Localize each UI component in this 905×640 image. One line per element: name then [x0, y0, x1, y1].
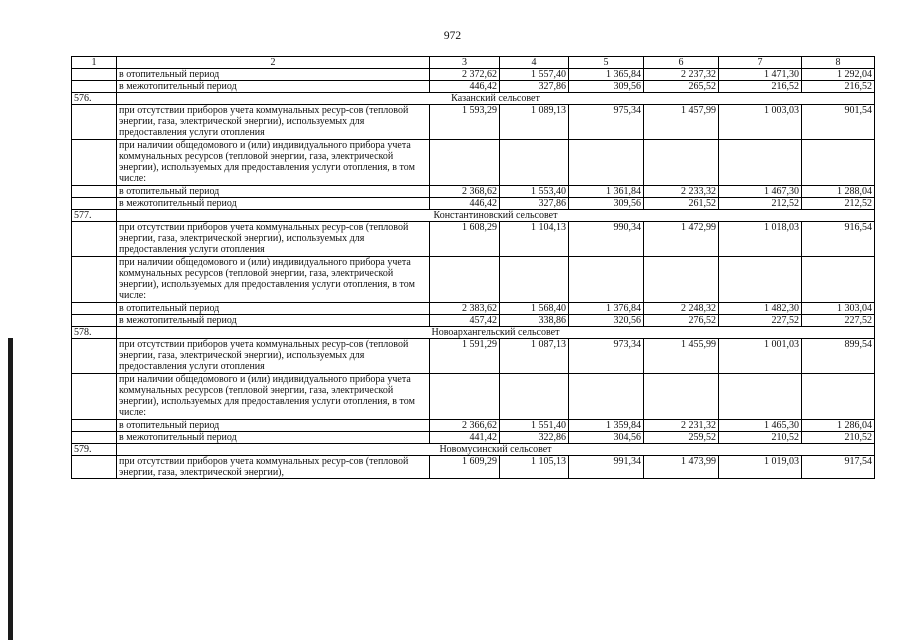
value-cell: 1 365,84: [569, 69, 644, 81]
table-row: [72, 257, 875, 303]
value-cell: 2 237,32: [644, 69, 719, 81]
value-cell: 261,52: [644, 198, 719, 210]
column-header: 8: [802, 57, 875, 69]
page-number: 972: [443, 30, 462, 42]
value-cell: 265,52: [644, 81, 719, 93]
value-cell: 1 457,99: [644, 105, 719, 140]
value-cell: 990,34: [569, 222, 644, 257]
value-cell: 227,52: [719, 315, 802, 327]
value-cell: 917,54: [802, 456, 875, 479]
value-cell: 1 089,13: [500, 105, 569, 140]
value-cell: 446,42: [430, 198, 500, 210]
value-cell: 1 609,29: [430, 456, 500, 479]
value-cell: 991,34: [569, 456, 644, 479]
value-cell: 276,52: [644, 315, 719, 327]
row-label: при наличии общедомового и (или) индивидуального прибора учета коммунальных ресурсов (тепловой энергии, газа, электрической энергии), используемых для предоставления услуги отопления, в том числе:: [117, 140, 430, 186]
value-cell: 457,42: [430, 315, 500, 327]
value-cell: 975,34: [569, 105, 644, 140]
value-cell: 2 366,62: [430, 420, 500, 432]
value-cell: 327,86: [500, 198, 569, 210]
table-row: [72, 432, 875, 444]
scan-edge-bar: [8, 338, 13, 640]
value-cell: 446,42: [430, 81, 500, 93]
value-cell: 216,52: [802, 81, 875, 93]
row-label: при отсутствии приборов учета коммунальных ресур-сов (тепловой энергии, газа, электрической энергии), используемых для предоставления услуги отопления: [117, 339, 430, 374]
table-row: [72, 374, 875, 420]
section-row: [72, 210, 875, 222]
row-label: в межотопительный период: [117, 432, 430, 444]
table-row: [72, 222, 875, 257]
value-cell: 2 231,32: [644, 420, 719, 432]
value-cell: 1 104,13: [500, 222, 569, 257]
column-header: 3: [430, 57, 500, 69]
row-label: в отопительный период: [117, 186, 430, 198]
column-header: 4: [500, 57, 569, 69]
table-row: [72, 186, 875, 198]
table-row: [72, 140, 875, 186]
value-cell: 1 557,40: [500, 69, 569, 81]
value-cell: 216,52: [719, 81, 802, 93]
value-cell: 1 105,13: [500, 456, 569, 479]
tariff-table: [71, 56, 875, 479]
value-cell: 327,86: [500, 81, 569, 93]
value-cell: 973,34: [569, 339, 644, 374]
value-cell: 1 018,03: [719, 222, 802, 257]
row-label: при отсутствии приборов учета коммунальных ресур-сов (тепловой энергии, газа, электрической энергии), используемых для предоставления услуги отопления: [117, 105, 430, 140]
column-header: 1: [72, 57, 117, 69]
table-row: [72, 81, 875, 93]
value-cell: 320,56: [569, 315, 644, 327]
value-cell: 210,52: [802, 432, 875, 444]
value-cell: 1 359,84: [569, 420, 644, 432]
table-row: [72, 69, 875, 81]
section-row: [72, 93, 875, 105]
column-header: 2: [117, 57, 430, 69]
value-cell: 1 361,84: [569, 186, 644, 198]
table-row: [72, 339, 875, 374]
section-title: Константиновский сельсовет: [117, 210, 875, 222]
value-cell: 899,54: [802, 339, 875, 374]
value-cell: 441,42: [430, 432, 500, 444]
value-cell: 1 473,99: [644, 456, 719, 479]
value-cell: 2 233,32: [644, 186, 719, 198]
value-cell: 212,52: [802, 198, 875, 210]
value-cell: 1 553,40: [500, 186, 569, 198]
value-cell: 2 368,62: [430, 186, 500, 198]
row-label: в отопительный период: [117, 303, 430, 315]
value-cell: 901,54: [802, 105, 875, 140]
table-row: [72, 198, 875, 210]
value-cell: 1 303,04: [802, 303, 875, 315]
value-cell: 2 248,32: [644, 303, 719, 315]
row-label: в межотопительный период: [117, 81, 430, 93]
table-row: [72, 105, 875, 140]
value-cell: 2 372,62: [430, 69, 500, 81]
row-label: при наличии общедомового и (или) индивидуального прибора учета коммунальных ресурсов (тепловой энергии, газа, электрической энергии), используемых для предоставления услуги отопления, в том числе:: [117, 257, 430, 303]
value-cell: 212,52: [719, 198, 802, 210]
value-cell: 1 001,03: [719, 339, 802, 374]
table-row: [72, 303, 875, 315]
value-cell: 1 087,13: [500, 339, 569, 374]
row-label: в отопительный период: [117, 420, 430, 432]
section-row: [72, 444, 875, 456]
row-label: в отопительный период: [117, 69, 430, 81]
value-cell: 916,54: [802, 222, 875, 257]
table-row: [72, 315, 875, 327]
table-row: [72, 420, 875, 432]
row-label: при отсутствии приборов учета коммунальных ресур-сов (тепловой энергии, газа, электрической энергии), используемых для предоставления услуги отопления: [117, 222, 430, 257]
value-cell: 309,56: [569, 81, 644, 93]
column-header-row: [72, 57, 875, 69]
value-cell: 227,52: [802, 315, 875, 327]
section-index: 576.: [72, 93, 117, 105]
value-cell: 309,56: [569, 198, 644, 210]
column-header: 7: [719, 57, 802, 69]
row-label: при отсутствии приборов учета коммунальных ресур-сов (тепловой энергии, газа, электрической энергии),: [117, 456, 430, 479]
value-cell: 1 568,40: [500, 303, 569, 315]
value-cell: 1 455,99: [644, 339, 719, 374]
section-title: Казанский сельсовет: [117, 93, 875, 105]
value-cell: 1 608,29: [430, 222, 500, 257]
value-cell: 1 471,30: [719, 69, 802, 81]
section-index: 577.: [72, 210, 117, 222]
value-cell: 338,86: [500, 315, 569, 327]
value-cell: 304,56: [569, 432, 644, 444]
value-cell: 1 593,29: [430, 105, 500, 140]
value-cell: 1 482,30: [719, 303, 802, 315]
value-cell: 1 551,40: [500, 420, 569, 432]
value-cell: 1 376,84: [569, 303, 644, 315]
value-cell: 322,86: [500, 432, 569, 444]
value-cell: 1 472,99: [644, 222, 719, 257]
column-header: 6: [644, 57, 719, 69]
row-label: в межотопительный период: [117, 198, 430, 210]
value-cell: 1 288,04: [802, 186, 875, 198]
value-cell: 259,52: [644, 432, 719, 444]
value-cell: 1 591,29: [430, 339, 500, 374]
column-header: 5: [569, 57, 644, 69]
value-cell: 1 286,04: [802, 420, 875, 432]
value-cell: 210,52: [719, 432, 802, 444]
section-index: 579.: [72, 444, 117, 456]
value-cell: 1 003,03: [719, 105, 802, 140]
row-label: в межотопительный период: [117, 315, 430, 327]
section-row: [72, 327, 875, 339]
section-index: 578.: [72, 327, 117, 339]
value-cell: 1 292,04: [802, 69, 875, 81]
value-cell: 1 465,30: [719, 420, 802, 432]
section-title: Новомусинский сельсовет: [117, 444, 875, 456]
value-cell: 1 019,03: [719, 456, 802, 479]
row-label: при наличии общедомового и (или) индивидуального прибора учета коммунальных ресурсов (тепловой энергии, газа, электрической энергии), используемых для предоставления услуги отопления, в том числе:: [117, 374, 430, 420]
value-cell: 2 383,62: [430, 303, 500, 315]
value-cell: 1 467,30: [719, 186, 802, 198]
table-row: [72, 456, 875, 479]
section-title: Новоархангельский сельсовет: [117, 327, 875, 339]
